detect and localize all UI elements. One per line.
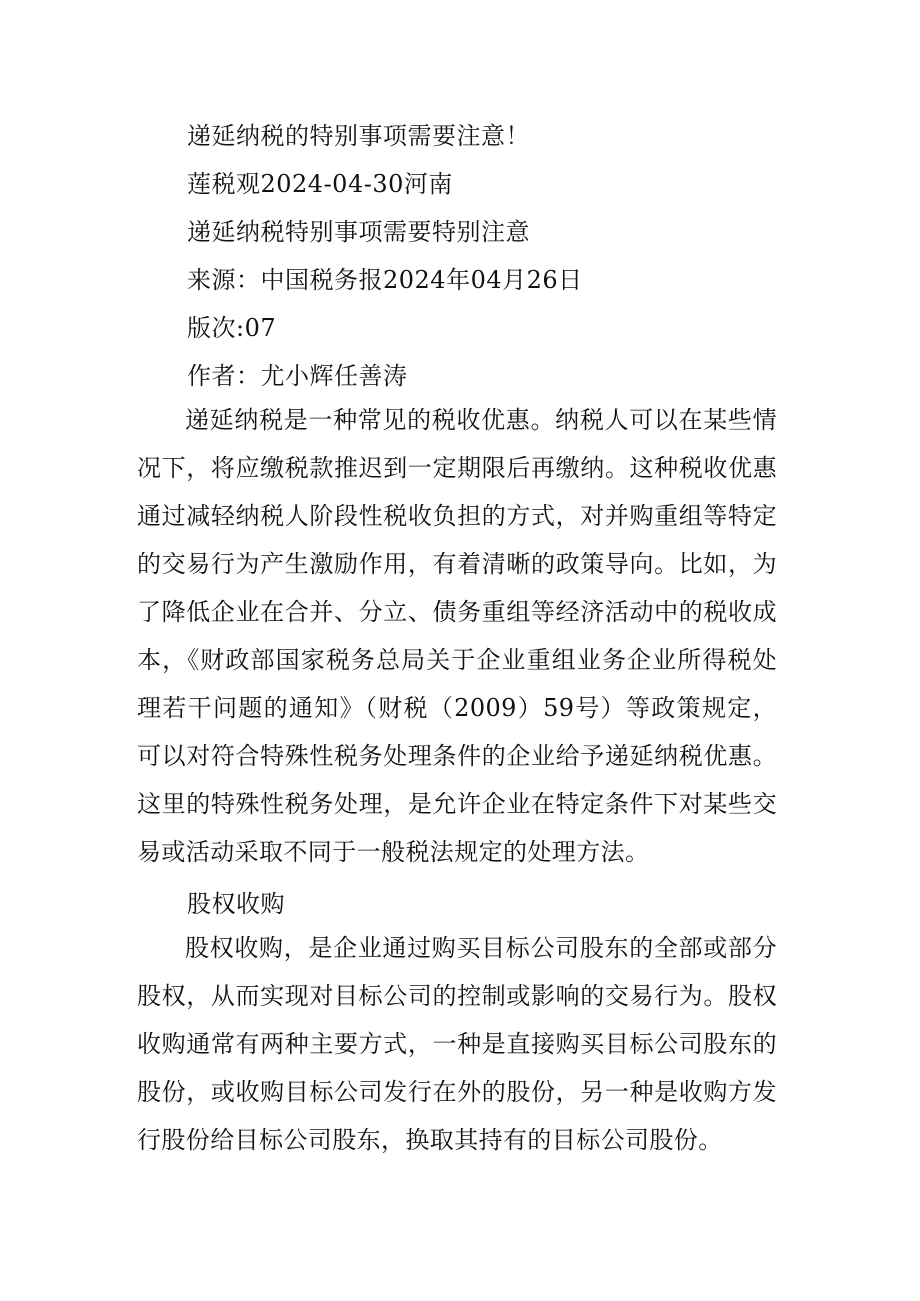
author-line: 作者：尤小辉任善涛	[187, 362, 408, 390]
article-subtitle: 递延纳税特别事项需要特别注意	[187, 218, 530, 246]
body-paragraph-2: 股权收购，是企业通过购买目标公司股东的全部或部分股权，从而实现对目标公司的控制或影响的交易行为。股权收购通常有两种主要方式，一种是直接购买目标公司股东的股份，或收购目标公司发行在外的股份，另一种是收购方发行股份给目标公司股东，换取其持有的目标公司股份。	[137, 934, 777, 1154]
publisher-date-line: 莲税观2024-04-30河南	[187, 170, 453, 198]
source-line: 来源：中国税务报2024年04月26日	[187, 266, 583, 294]
section-heading: 股权收购	[187, 890, 285, 918]
edition-line: 版次:07	[187, 314, 277, 342]
body-paragraph-1: 递延纳税是一种常见的税收优惠。纳税人可以在某些情况下，将应缴税款推迟到一定期限后再缴纳。这种税收优惠通过减轻纳税人阶段性税收负担的方式，对并购重组等特定的交易行为产生激励作用，有着清晰的政策导向。比如，为了降低企业在合并、分立、债务重组等经济活动中的税收成本，《财政部国家税务总局关于企业重组业务企业所得税处理若干问题的通知》（财税（2009）59号）等政策规定，可以对符合特殊性税务处理条件的企业给予递延纳税优惠。这里的特殊性税务处理，是允许企业在特定条件下对某些交易或活动采取不同于一般税法规定的处理方法。	[137, 406, 777, 866]
article-title: 递延纳税的特别事项需要注意！	[187, 122, 530, 150]
